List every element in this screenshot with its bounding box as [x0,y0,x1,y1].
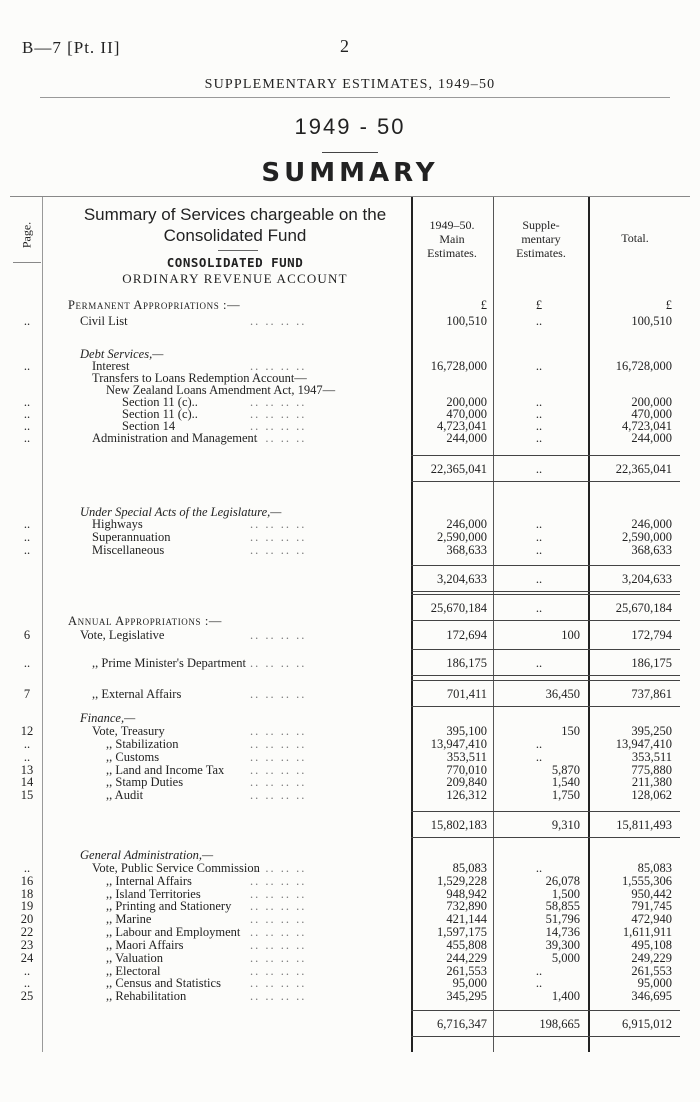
leader-dots: .. .. .. .. [250,359,307,373]
leader-dots: .. .. .. .. [250,899,307,913]
row-label: ,, Marine [106,912,152,926]
cell-supplementary-estimate: 1,540 [551,775,580,789]
cell-total: 15,811,493 [616,818,672,832]
row-label: Under Special Acts of the Legislature,— [80,505,282,519]
cell-main-estimate: 172,694 [446,628,487,642]
total-rule-bottom [411,837,680,838]
cell-total: 200,000 [631,395,672,409]
row-label: Finance,— [80,711,136,725]
row-label: ,, Audit [106,788,144,802]
cell-supplementary-estimate: .. [535,656,543,670]
year-heading: 1949 - 50 [294,114,406,139]
row-label: ,, Printing and Stationery [106,899,232,913]
row-page-ref: .. [23,359,31,373]
cell-supplementary-estimate: 100 [561,628,580,642]
page-header-rule [13,262,41,263]
cell-supplementary-estimate: 36,450 [545,687,580,701]
row-label: New Zealand Loans Amendment Act, 1947— [106,383,336,397]
cell-supplementary-estimate: .. [535,431,543,445]
running-title: SUPPLEMENTARY ESTIMATES, 1949–50 [204,77,496,92]
row-label: Transfers to Loans Redemption Account— [92,371,307,385]
total-rule-bottom [411,481,680,482]
row-page-ref: .. [23,431,31,445]
fund-heading: CONSOLIDATED FUND [166,255,304,270]
cell-main-estimate: 4,723,041 [437,419,487,433]
cell-main-estimate: 126,312 [446,788,487,802]
row-label: ,, Maori Affairs [106,938,184,952]
summary-title: SUMMARY [261,158,439,188]
cell-total: 6,915,012 [622,1017,672,1031]
cell-supplementary-estimate: 150 [561,724,580,738]
cell-supplementary-estimate: 14,736 [545,925,580,939]
page-number: 2 [340,36,349,56]
row-page-ref: .. [23,543,31,557]
cell-main-estimate: 186,175 [446,656,487,670]
cell-total: 261,553 [631,964,672,978]
page-col-rule [42,197,43,1052]
cell-main-estimate: 770,010 [446,763,487,777]
row-page-ref: .. [23,976,31,990]
cell-total: 2,590,000 [622,530,672,544]
row-label: Permanent Appropriations :— [68,298,241,312]
row-label: ,, Electoral [106,964,161,978]
row-page-ref: .. [23,407,31,421]
total-rule [411,594,680,595]
cell-supplementary-estimate: .. [535,462,543,476]
cell-main-estimate: 345,295 [446,989,487,1003]
cell-supplementary-estimate: .. [535,601,543,615]
leader-dots: .. .. .. .. [250,628,307,642]
cell-total: 249,229 [631,951,672,965]
leader-dots: .. .. .. .. [250,395,307,409]
row-page-ref: .. [23,656,31,670]
leader-dots: .. .. .. .. [250,775,307,789]
cell-total: 395,250 [631,724,672,738]
cell-main-estimate: 16,728,000 [430,359,487,373]
cell-supplementary-estimate: .. [535,861,543,875]
cell-main-estimate: 1,529,228 [437,874,487,888]
row-label: Debt Services,— [80,347,164,361]
cell-supplementary-estimate: 9,310 [551,818,580,832]
row-label: Section 11 (c).. [122,395,198,409]
cell-total: 246,000 [631,517,672,531]
cell-main-estimate: 3,204,633 [437,572,487,586]
cell-total: 353,511 [631,750,672,764]
leader-dots: .. .. .. .. [250,737,307,751]
row-label: Vote, Public Service Commission [92,861,260,875]
cell-total: 100,510 [631,314,672,328]
cell-total: 4,723,041 [622,419,672,433]
row-label: ,, Customs [106,750,160,764]
cell-main-estimate: 2,590,000 [437,530,487,544]
leader-dots: .. .. .. .. [250,788,307,802]
total-rule-bottom [411,675,680,676]
cell-total: 172,794 [631,628,672,642]
row-page-ref: 18 [20,887,34,901]
row-page-ref: 20 [20,912,34,926]
cell-main-estimate: 421,144 [446,912,487,926]
leader-dots: .. .. .. .. [250,912,307,926]
cell-supplementary-estimate: .. [535,572,543,586]
row-label: Vote, Treasury [92,724,165,738]
row-label: Civil List [80,314,128,328]
cell-main-estimate: 244,000 [446,431,487,445]
cell-supplementary-estimate: .. [535,964,543,978]
cell-main-estimate: 948,942 [446,887,487,901]
row-label: ,, Stabilization [106,737,179,751]
col-head-main: 1949–50. Main Estimates. [427,218,477,260]
leader-dots: .. .. .. .. [250,989,307,1003]
cell-total: 950,442 [631,887,672,901]
row-label: Annual Appropriations :— [68,614,223,628]
col1-rule [411,197,413,1052]
row-label: Superannuation [92,530,171,544]
leader-dots: .. .. .. .. [250,861,307,875]
row-page-ref: 15 [20,788,34,802]
table-title [60,204,410,246]
row-page-ref: 19 [20,899,34,913]
cell-total: 791,745 [631,899,672,913]
cell-supplementary-estimate: .. [535,737,543,751]
row-page-ref: 6 [23,628,31,642]
row-label: ,, Stamp Duties [106,775,184,789]
row-page-ref: .. [23,530,31,544]
col-head-supplementary: Supple- mentary Estimates. [516,218,566,260]
leader-dots: .. .. .. .. [250,887,307,901]
row-page-ref: .. [23,314,31,328]
total-rule-bottom [411,620,680,621]
row-label: ,, Labour and Employment [106,925,241,939]
leader-dots: .. .. .. .. [250,724,307,738]
cell-main-estimate: 209,840 [446,775,487,789]
total-rule [411,811,680,812]
cell-total: 3,204,633 [622,572,672,586]
row-label: Vote, Legislative [80,628,165,642]
total-rule [411,1010,680,1011]
total-rule-bottom [411,706,680,707]
row-page-ref: .. [23,861,31,875]
leader-dots: .. .. .. .. [250,763,307,777]
page-column-header: Page. [19,221,34,249]
cell-main-estimate: 25,670,184 [430,601,487,615]
cell-main-estimate: 701,411 [446,687,487,701]
row-page-ref: 13 [20,763,34,777]
cell-supplementary-estimate: .. [535,530,543,544]
cell-main-estimate: 368,633 [446,543,487,557]
cell-supplementary-estimate: 1,500 [551,887,580,901]
col-head-total: Total. [621,231,649,245]
cell-total: 1,611,911 [622,925,672,939]
cell-main-estimate: 13,947,410 [430,737,487,751]
cell-main-estimate: 200,000 [446,395,487,409]
title-rule [218,250,258,251]
cell-supplementary-estimate: .. [535,543,543,557]
cell-total: 13,947,410 [615,737,672,751]
row-label: General Administration,— [80,848,214,862]
cell-main-estimate: 732,890 [446,899,487,913]
cell-total: 128,062 [631,788,672,802]
cell-supplementary-estimate: .. [535,395,543,409]
cell-supplementary-estimate: .. [535,419,543,433]
leader-dots: .. .. .. .. [250,938,307,952]
cell-supplementary-estimate: £ [535,298,543,312]
leader-dots: .. .. .. .. [250,925,307,939]
cell-total: 1,555,306 [622,874,672,888]
cell-supplementary-estimate: 1,400 [551,989,580,1003]
leader-dots: .. .. .. .. [250,543,307,557]
year-rule [322,152,378,153]
row-label: ,, Internal Affairs [106,874,192,888]
row-page-ref: .. [23,750,31,764]
cell-main-estimate: 455,808 [446,938,487,952]
cell-supplementary-estimate: .. [535,314,543,328]
row-label: Administration and Management [92,431,258,445]
row-label: ,, Land and Income Tax [106,763,225,777]
cell-main-estimate: 1,597,175 [437,925,487,939]
row-label: Section 14 [122,419,176,433]
cell-main-estimate: 6,716,347 [437,1017,487,1031]
cell-total: £ [665,298,672,312]
cell-supplementary-estimate: 5,000 [551,951,580,965]
cell-main-estimate: 353,511 [446,750,487,764]
leader-dots: .. .. .. .. [250,314,307,328]
table-title-line2: Consolidated Fund [163,226,307,245]
cell-supplementary-estimate: 26,078 [545,874,580,888]
cell-main-estimate: 22,365,041 [430,462,487,476]
row-page-ref: 7 [23,687,31,701]
cell-total: 472,940 [631,912,672,926]
total-rule-bottom [411,591,680,592]
row-label: Highways [92,517,143,531]
row-page-ref: 14 [20,775,34,789]
total-rule [411,565,680,566]
col3-rule [588,197,590,1052]
row-page-ref: 16 [20,874,34,888]
row-page-ref: 24 [20,951,34,965]
cell-total: 95,000 [637,976,672,990]
cell-total: 737,861 [631,687,672,701]
row-label: Section 11 (c).. [122,407,198,421]
cell-supplementary-estimate: .. [535,750,543,764]
account-heading: ORDINARY REVENUE ACCOUNT [122,271,348,286]
cell-total: 16,728,000 [615,359,672,373]
leader-dots: .. .. .. .. [250,750,307,764]
total-rule [411,649,680,650]
cell-main-estimate: 470,000 [446,407,487,421]
row-label: ,, External Affairs [92,687,182,701]
row-page-ref: .. [23,737,31,751]
col2-rule [493,197,494,1052]
cell-supplementary-estimate: 1,750 [551,788,580,802]
row-label: ,, Island Territories [106,887,201,901]
leader-dots: .. .. .. .. [250,964,307,978]
top-rule [40,97,670,98]
cell-main-estimate: 246,000 [446,517,487,531]
row-page-ref: 22 [20,925,34,939]
total-rule-bottom [411,1036,680,1037]
cell-supplementary-estimate: 5,870 [551,763,580,777]
cell-main-estimate: 244,229 [446,951,487,965]
cell-total: 495,108 [631,938,672,952]
row-page-ref: 23 [20,938,34,952]
cell-supplementary-estimate: 58,855 [545,899,580,913]
cell-main-estimate: 395,100 [446,724,487,738]
cell-total: 244,000 [631,431,672,445]
cell-total: 775,880 [631,763,672,777]
cell-supplementary-estimate: .. [535,359,543,373]
cell-total: 186,175 [631,656,672,670]
leader-dots: .. .. .. .. [250,976,307,990]
cell-total: 25,670,184 [615,601,672,615]
total-rule [411,455,680,456]
leader-dots: .. .. .. .. [250,530,307,544]
cell-main-estimate: 95,000 [452,976,487,990]
cell-total: 85,083 [637,861,672,875]
leader-dots: .. .. .. .. [250,517,307,531]
cell-supplementary-estimate: .. [535,976,543,990]
table-title-line1: Summary of Services chargeable on the [83,205,387,224]
cell-main-estimate: 100,510 [446,314,487,328]
leader-dots: .. .. .. .. [250,687,307,701]
cell-total: 470,000 [631,407,672,421]
cell-main-estimate: £ [480,298,487,312]
row-page-ref: 25 [20,989,34,1003]
leader-dots: .. .. .. .. [250,431,307,445]
total-rule [411,680,680,681]
header-ref: B—7 [Pt. II] [22,38,121,57]
leader-dots: .. .. .. .. [250,951,307,965]
leader-dots: .. .. .. .. [250,407,307,421]
row-label: ,, Rehabilitation [106,989,187,1003]
row-label: Interest [92,359,130,373]
cell-total: 22,365,041 [615,462,672,476]
cell-total: 211,380 [631,775,672,789]
cell-total: 346,695 [631,989,672,1003]
row-page-ref: .. [23,419,31,433]
cell-total: 368,633 [631,543,672,557]
row-label: ,, Census and Statistics [106,976,221,990]
row-page-ref: 12 [20,724,34,738]
cell-supplementary-estimate: 51,796 [545,912,580,926]
row-label: ,, Prime Minister's Department [92,656,246,670]
row-label: Miscellaneous [92,543,165,557]
row-page-ref: .. [23,964,31,978]
leader-dots: .. .. .. .. [250,419,307,433]
row-page-ref: .. [23,517,31,531]
row-page-ref: .. [23,395,31,409]
cell-main-estimate: 85,083 [452,861,487,875]
cell-supplementary-estimate: .. [535,517,543,531]
leader-dots: .. .. .. .. [250,874,307,888]
row-label: ,, Valuation [106,951,164,965]
cell-main-estimate: 261,553 [446,964,487,978]
cell-supplementary-estimate: .. [535,407,543,421]
cell-supplementary-estimate: 198,665 [539,1017,580,1031]
leader-dots: .. .. .. .. [250,656,307,670]
cell-supplementary-estimate: 39,300 [545,938,580,952]
cell-main-estimate: 15,802,183 [430,818,487,832]
